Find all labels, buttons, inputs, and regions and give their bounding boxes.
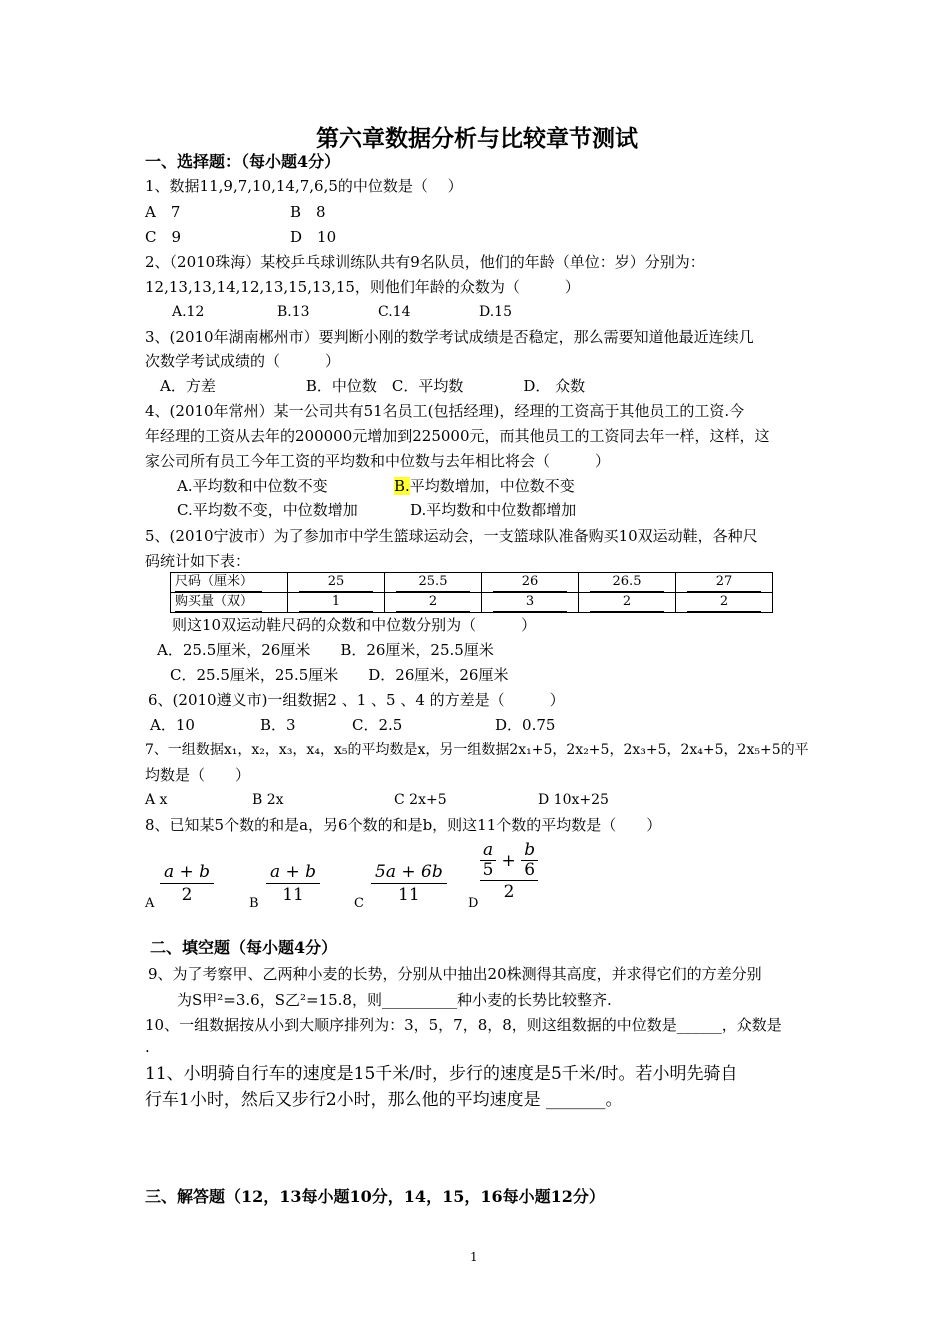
q7-stem-line2: 均数是（ ）: [145, 766, 251, 784]
plus-sign: +: [501, 850, 516, 871]
table-cell: 26.5: [579, 573, 676, 593]
q1-option-c: C 9: [145, 228, 182, 246]
q2-stem-line2: 12,13,13,14,12,13,15,13,15，则他们年龄的众数为（ ）: [145, 278, 580, 296]
q8-fraction-a: [160, 861, 214, 906]
table-cell: 25.5: [385, 573, 482, 593]
q2-option-b: B.13: [277, 304, 310, 320]
q8-label-d: D: [468, 896, 479, 911]
q9-stem-line1: 9、为了考察甲、乙两种小麦的长势，分别从中抽出20株测得其高度，并求得它们的方差分别: [148, 965, 762, 983]
q2-stem-line1: 2、（2010珠海）某校乒乓球训练队共有9名队员，他们的年龄（单位：岁）分别为：: [145, 253, 705, 271]
q5-stem-line1: 5、(2010宁波市）为了参加市中学生篮球运动会，一支篮球队准备购买10双运动鞋，各种尺: [145, 527, 758, 545]
table-cell: 25: [288, 573, 385, 593]
table-cell: 尺码（厘米）: [171, 573, 288, 593]
q7-option-c: C 2x+5: [394, 792, 447, 808]
q4-option-a: A.平均数和中位数不变: [177, 477, 328, 495]
q5-stem-line2: 码统计如下表：: [145, 552, 251, 570]
table-row: [171, 593, 773, 613]
q3-options: A．方差 B．中位数 C．平均数 D． 众数: [160, 377, 586, 395]
section-choice-heading: 一、选择题：（每小题4分）: [145, 152, 341, 171]
q11-stem-line2: 行车1小时，然后又步行2小时，那么他的平均速度是 _______。: [145, 1090, 623, 1110]
numerator: 5a + 6b: [371, 861, 447, 884]
table-cell: 2: [385, 593, 482, 613]
q2-option-c: C.14: [378, 304, 411, 320]
denominator: 2: [503, 882, 515, 902]
numerator: a: [480, 841, 496, 861]
q6-option-d: D．0.75: [495, 716, 556, 734]
table-cell: 2: [676, 593, 773, 613]
page-number: 1: [470, 1250, 478, 1264]
q5-options-cd: C．25.5厘米，25.5厘米 D．26厘米，26厘米: [170, 666, 509, 684]
page-title: 第六章数据分析与比较章节测试: [316, 125, 638, 152]
q7-option-b: B 2x: [252, 792, 284, 808]
denominator: 5: [482, 860, 494, 880]
q10-stem-line1: 10、一组数据按从小到大顺序排列为：3，5，7，8，8，则这组数据的中位数是______，众数是: [145, 1016, 782, 1034]
q2-option-a: A.12: [172, 304, 205, 320]
q4-stem-line1: 4、(2010年常州）某一公司共有51名员工(包括经理)，经理的工资高于其他员工的工资.今: [145, 402, 745, 420]
table-cell: 3: [482, 593, 579, 613]
denominator: 11: [398, 885, 420, 905]
table-cell: 27: [676, 573, 773, 593]
compound-numerator: [480, 841, 538, 881]
numerator: b: [521, 841, 538, 861]
q3-stem-line1: 3、(2010年湖南郴州市）要判断小刚的数学考试成绩是否稳定，那么需要知道他最近连续几: [145, 328, 754, 346]
q4-option-d: D.平均数和中位数都增加: [410, 501, 577, 519]
q7-stem-line1: 7、一组数据x₁，x₂，x₃，x₄，x₅的平均数是x，另一组数据2x₁+5，2x₂+5，2x₃+5，2x₄+5，2x₅+5的平: [145, 742, 809, 758]
q6-option-a: A．10: [150, 716, 195, 734]
q8-fraction-d: [480, 841, 538, 903]
q4-option-c: C.平均数不变，中位数增加: [177, 501, 358, 519]
denominator: 6: [524, 860, 536, 880]
numerator: a + b: [266, 861, 320, 884]
q6-option-b: B．3: [260, 716, 296, 734]
q1-stem: 1、数据11,9,7,10,14,7,6,5的中位数是（ ）: [145, 177, 463, 195]
q4-stem-line2: 年经理的工资从去年的200000元增加到225000元，而其他员工的工资同去年一样，这样，这: [145, 427, 770, 445]
denominator: 11: [282, 885, 304, 905]
inner-fraction: [480, 841, 496, 880]
q8-label-c: C: [354, 896, 364, 911]
q8-label-a: A: [145, 896, 155, 911]
q5-stem-line3: 则这10双运动鞋尺码的众数和中位数分别为（ ）: [172, 616, 537, 634]
q1-option-d: D 10: [290, 228, 337, 246]
q9-stem-line2: 为S甲²=3.6，S乙²=15.8，则__________种小麦的长势比较整齐.: [177, 991, 612, 1009]
q10-stem-line2: .: [145, 1038, 150, 1056]
q5-options-ab: A．25.5厘米，26厘米 B．26厘米，25.5厘米: [157, 641, 494, 659]
q7-option-a: A x: [145, 792, 168, 808]
section-fill-heading: 二、填空题（每小题4分）: [150, 938, 338, 957]
size-table: [170, 572, 773, 613]
q2-option-d: D.15: [479, 304, 512, 320]
q11-stem-line1: 11、小明骑自行车的速度是15千米/时，步行的速度是5千米/时。若小明先骑自: [145, 1064, 738, 1084]
table-cell: 2: [579, 593, 676, 613]
q6-stem: 6、(2010遵义市)一组数据2 、1 、5 、4 的方差是（ ）: [148, 691, 565, 709]
table-cell: 26: [482, 573, 579, 593]
q8-fraction-c: [371, 861, 447, 906]
q4-option-b: [394, 476, 575, 496]
q1-option-b: B 8: [290, 203, 326, 221]
q1-option-a: A 7: [145, 203, 181, 221]
denominator: 2: [181, 885, 193, 905]
q4-option-b-text: 平均数增加，中位数不变: [409, 477, 575, 495]
table-row: [171, 573, 773, 593]
q4-stem-line3: 家公司所有员工今年工资的平均数和中位数与去年相比将会（ ）: [145, 452, 611, 470]
inner-fraction: [521, 841, 538, 880]
q7-option-d: D 10x+25: [538, 792, 609, 808]
numerator: a + b: [160, 861, 214, 884]
q8-label-b: B: [249, 896, 259, 911]
q3-stem-line2: 次数学考试成绩的（ ）: [145, 352, 341, 370]
q6-option-c: C．2.5: [352, 716, 403, 734]
highlight-mark: B.: [394, 477, 410, 495]
table-cell: 购买量（双）: [171, 593, 288, 613]
table-cell: 1: [288, 593, 385, 613]
section-answer-heading: 三、解答题（12，13每小题10分，14，15，16每小题12分）: [145, 1187, 605, 1206]
q8-fraction-b: [266, 861, 320, 906]
q8-stem: 8、已知某5个数的和是a，另6个数的和是b，则这11个数的平均数是（ ）: [145, 816, 662, 834]
